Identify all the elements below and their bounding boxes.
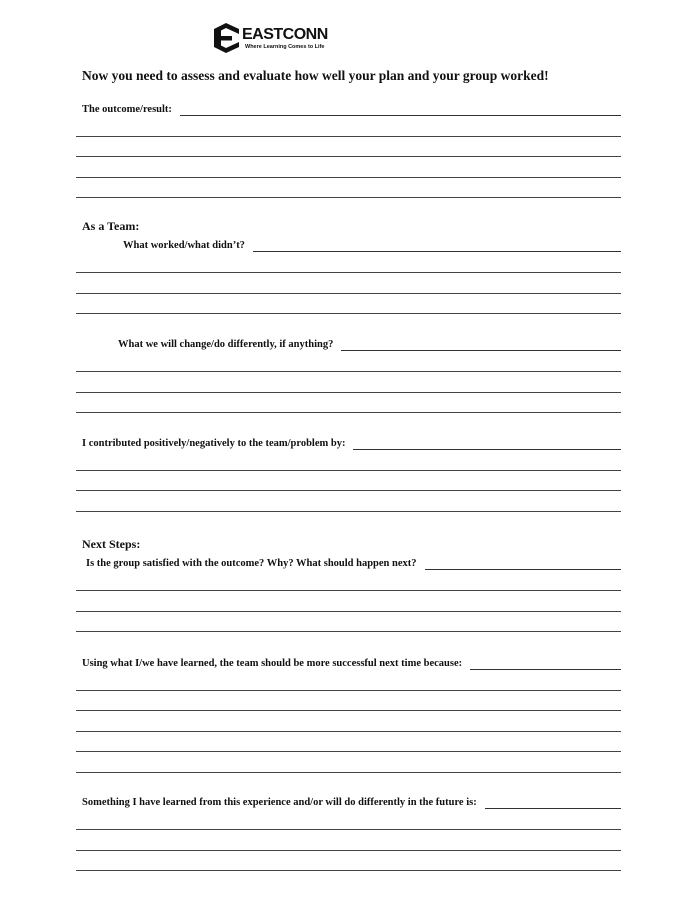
outcome-answer-line[interactable] <box>180 105 621 116</box>
change-answer-line-3[interactable] <box>76 392 621 393</box>
learned-answer-line-2[interactable] <box>76 690 621 691</box>
worked-answer-line[interactable] <box>253 241 621 252</box>
outcome-answer-line-2[interactable] <box>76 136 621 137</box>
satisfied-answer-line-2[interactable] <box>76 590 621 591</box>
logo-tagline: Where Learning Comes to Life <box>245 44 325 50</box>
change-label: What we will change/do differently, if anything? <box>118 339 334 350</box>
future-answer-line-4[interactable] <box>76 870 621 871</box>
future-answer-line-2[interactable] <box>76 829 621 830</box>
learned-prompt <box>82 658 621 670</box>
change-answer-line[interactable] <box>341 340 621 351</box>
change-prompt <box>118 339 621 351</box>
satisfied-answer-line[interactable] <box>425 559 621 570</box>
learned-answer-line-3[interactable] <box>76 710 621 711</box>
satisfied-label: Is the group satisfied with the outcome? Why? What should happen next? <box>86 558 417 569</box>
satisfied-answer-line-3[interactable] <box>76 611 621 612</box>
worked-prompt <box>123 240 621 252</box>
outcome-answer-line-5[interactable] <box>76 197 621 198</box>
eastconn-logo <box>212 22 342 56</box>
change-answer-line-2[interactable] <box>76 371 621 372</box>
worked-answer-line-3[interactable] <box>76 293 621 294</box>
learned-answer-line-4[interactable] <box>76 731 621 732</box>
learned-answer-line-6[interactable] <box>76 772 621 773</box>
contribution-answer-line-4[interactable] <box>76 511 621 512</box>
outcome-answer-line-3[interactable] <box>76 156 621 157</box>
contribution-label: I contributed positively/negatively to the team/problem by: <box>82 438 346 449</box>
worked-answer-line-4[interactable] <box>76 313 621 314</box>
outcome-label: The outcome/result: <box>82 104 172 115</box>
future-label: Something I have learned from this experience and/or will do differently in the future is: <box>82 797 477 808</box>
logo-brand-text: EASTCONN <box>242 26 328 43</box>
outcome-answer-line-4[interactable] <box>76 177 621 178</box>
next-steps-heading: Next Steps: <box>82 537 141 551</box>
worked-answer-line-2[interactable] <box>76 272 621 273</box>
change-answer-line-4[interactable] <box>76 412 621 413</box>
worked-label: What worked/what didn’t? <box>123 240 245 251</box>
satisfied-answer-line-4[interactable] <box>76 631 621 632</box>
contribution-prompt <box>82 438 621 450</box>
learned-answer-line[interactable] <box>470 659 621 670</box>
future-prompt <box>82 797 621 809</box>
contribution-answer-line-3[interactable] <box>76 490 621 491</box>
future-answer-line[interactable] <box>485 798 621 809</box>
learned-label: Using what I/we have learned, the team should be more successful next time because: <box>82 658 463 669</box>
eastconn-mark-icon <box>212 22 240 54</box>
satisfied-prompt <box>86 558 621 570</box>
future-answer-line-3[interactable] <box>76 850 621 851</box>
learned-answer-line-5[interactable] <box>76 751 621 752</box>
page-title: Now you need to assess and evaluate how well your plan and your group worked! <box>82 68 549 83</box>
contribution-answer-line-2[interactable] <box>76 470 621 471</box>
contribution-answer-line[interactable] <box>353 439 621 450</box>
outcome-prompt <box>82 104 621 116</box>
team-heading: As a Team: <box>82 219 140 233</box>
